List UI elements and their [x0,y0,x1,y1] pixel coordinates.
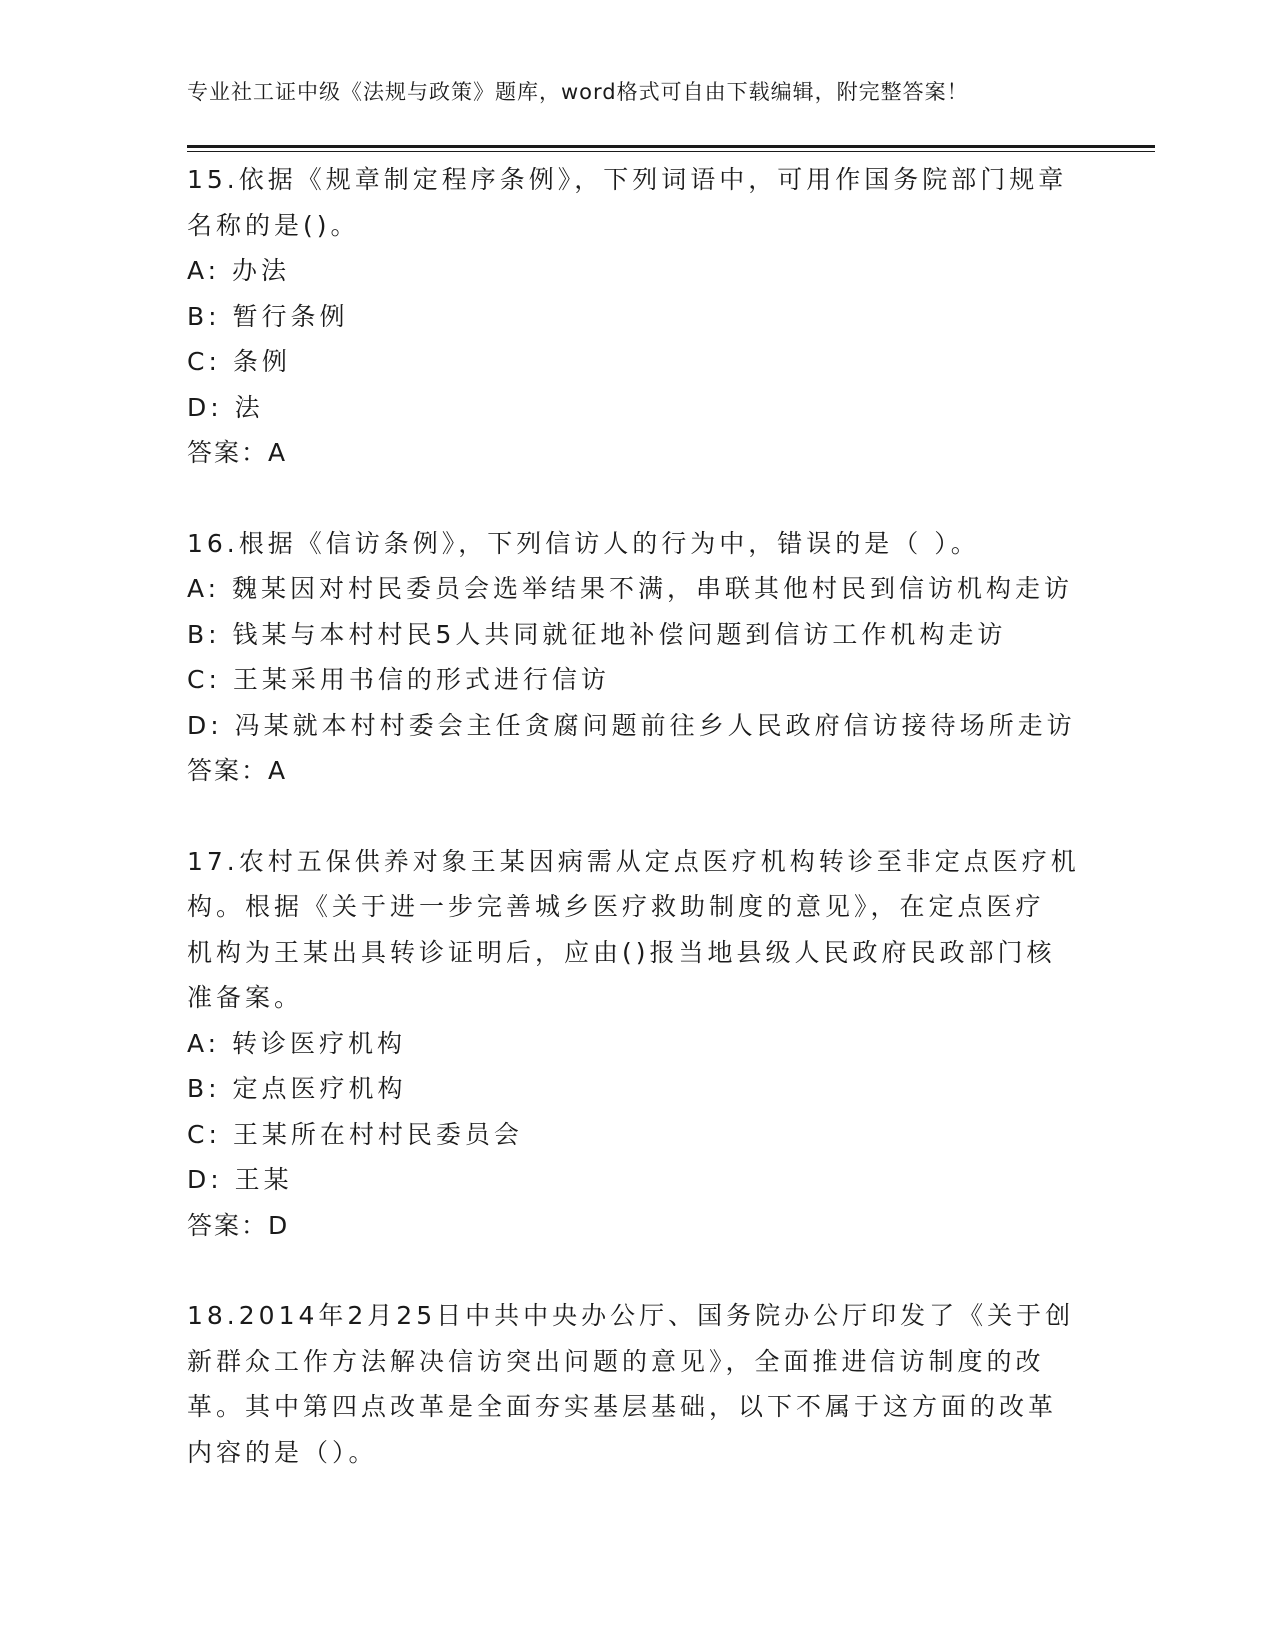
answer: 答案：D [187,1210,290,1240]
option-c: C: 条例 [187,347,291,376]
option-b: B: 定点医疗机构 [187,1074,407,1103]
question-text: 机构为王某出具转诊证明后，应由()报当地县级人民政府民政部门核 [187,937,1056,967]
question-text: 18.2014年2月25日中共中央办公厅、国务院办公厅印发了《关于创 [187,1301,1075,1330]
question-16 [187,521,1087,794]
option-b: B: 暂行条例 [187,301,349,331]
option-a: A: 办法 [187,256,291,285]
option-d: D: 王某 [187,1165,293,1194]
question-text: 构。根据《关于进一步完善城乡医疗救助制度的意见》，在定点医疗 [187,892,1045,921]
question-text: 名称的是()。 [187,210,360,240]
option-c: C: 王某所在村村民委员会 [187,1119,523,1149]
option-a: A: 转诊医疗机构 [187,1028,407,1058]
answer: 答案：A [187,438,288,467]
header-rule-thin [187,151,1155,152]
option-d: D: 冯某就本村村委会主任贪腐问题前往乡人民政府信访接待场所走访 [187,710,1076,740]
header-rule-thick [187,145,1155,148]
question-text: 17.农村五保供养对象王某因病需从定点医疗机构转诊至非定点医疗机 [187,846,1080,876]
question-15 [187,157,1087,476]
question-text: 准备案。 [187,983,304,1012]
option-b: B: 钱某与本村村民5人共同就征地补偿问题到信访工作机构走访 [187,619,1007,649]
question-text: 革。其中第四点改革是全面夯实基层基础，以下不属于这方面的改革 [187,1392,1058,1421]
question-list [187,157,1087,1520]
answer: 答案：A [187,756,288,785]
option-c: C: 王某采用书信的形式进行信访 [187,665,610,694]
page-header: 专业社工证中级《法规与政策》题库，word格式可自由下载编辑，附完整答案！ [187,80,969,104]
question-text: 内容的是（）。 [187,1437,378,1467]
option-a: A: 魏某因对村民委员会选举结果不满，串联其他村民到信访机构走访 [187,574,1074,603]
question-text: 15.依据《规章制定程序条例》，下列词语中，可用作国务院部门规章 [187,165,1068,194]
question-text: 新群众工作方法解决信访突出问题的意见》，全面推进信访制度的改 [187,1346,1045,1376]
option-d: D: 法 [187,392,264,422]
question-text: 16.根据《信访条例》，下列信访人的行为中，错误的是（ ）。 [187,528,980,558]
question-18 [187,1293,1087,1475]
question-17 [187,839,1087,1249]
